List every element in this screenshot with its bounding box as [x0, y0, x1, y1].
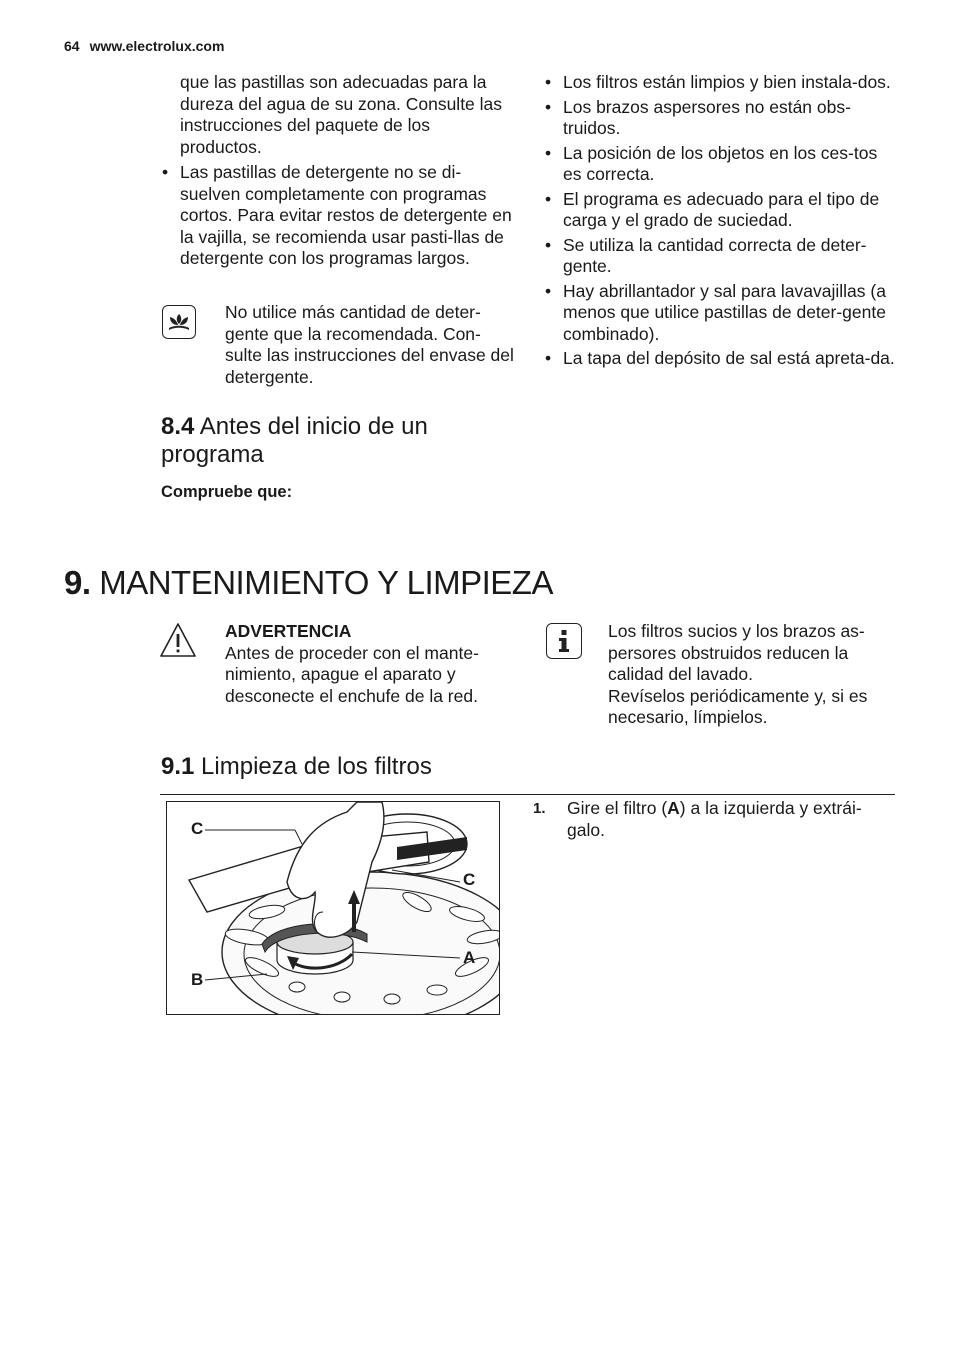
- list-item: • Las pastillas de detergente no se di-suelven completamente con programas cortos. Para evitar restos de detergente en la vajilla, se recomienda usar pasti-llas de detergente con los programas largos.: [162, 162, 515, 270]
- warning-block: [225, 621, 515, 707]
- figure-label-c: C: [463, 870, 476, 889]
- right-bullet-list: [545, 72, 897, 373]
- warning-triangle-icon: [158, 620, 198, 660]
- filter-illustration: [166, 801, 500, 1015]
- list-item: • Los filtros están limpios y bien instala-dos.: [545, 72, 897, 94]
- page-header: [64, 38, 224, 54]
- step-1: [533, 798, 878, 841]
- figure-label-a: A: [463, 948, 476, 967]
- check-label: Compruebe que:: [161, 483, 293, 501]
- chapter-title: MANTENIMIENTO Y LIMPIEZA: [99, 564, 553, 601]
- section-number: 8.4: [161, 413, 195, 440]
- site-url: www.electrolux.com: [89, 38, 225, 54]
- section-number: 9.1: [161, 753, 195, 780]
- step-filter-letter: A: [667, 798, 680, 818]
- section-9-heading: [64, 565, 884, 601]
- intro-paragraph: que las pastillas son adecuadas para la dureza del agua de su zona. Consulte las instrucciones del paquete de los productos.: [180, 72, 503, 157]
- environment-icon: [162, 305, 196, 339]
- warning-text: Antes de proceder con el mante-nimiento, apague el aparato y desconecte el enchufe de la red.: [225, 642, 479, 706]
- info-icon: [546, 623, 582, 659]
- info-text: Los filtros sucios y los brazos as-persores obstruidos reducen la calidad del lavado.: [608, 621, 865, 684]
- figure-label-c: C: [191, 819, 204, 838]
- list-item: • La posición de los objetos en los ces-tos es correcta.: [545, 143, 897, 186]
- info-text: Revíselos periódicamente y, si es necesario, límpielos.: [608, 685, 868, 727]
- list-item: • Se utiliza la cantidad correcta de deter-gente.: [545, 235, 897, 278]
- warning-title: ADVERTENCIA: [225, 621, 352, 641]
- step-text-end: ) a la izquierda y extrái-galo.: [567, 798, 862, 840]
- page-number: 64: [64, 38, 80, 54]
- list-item: • Los brazos aspersores no están obs-truidos.: [545, 97, 897, 140]
- section-9-1-heading: [161, 753, 561, 781]
- section-divider: [160, 794, 895, 795]
- left-bullet-list: [162, 162, 515, 273]
- step-number: 1.: [533, 800, 546, 817]
- figure-label-b: B: [191, 970, 204, 989]
- info-block: [608, 621, 898, 729]
- section-title: Limpieza de los filtros: [201, 753, 432, 780]
- list-item: • La tapa del depósito de sal está apreta-da.: [545, 348, 897, 370]
- environment-note: No utilice más cantidad de deter-gente que la recomendada. Con-sulte las instrucciones del envase del detergente.: [225, 302, 514, 387]
- step-text-start: Gire el filtro (: [567, 798, 668, 818]
- section-8-4-heading: [161, 413, 491, 469]
- list-item: • El programa es adecuado para el tipo de carga y el grado de suciedad.: [545, 189, 897, 232]
- list-item: • Hay abrillantador y sal para lavavajillas (a menos que utilice pastillas de deter-gente combinado).: [545, 281, 897, 346]
- chapter-number: 9.: [64, 564, 91, 601]
- section-title: Antes del inicio de un programa: [161, 413, 428, 468]
